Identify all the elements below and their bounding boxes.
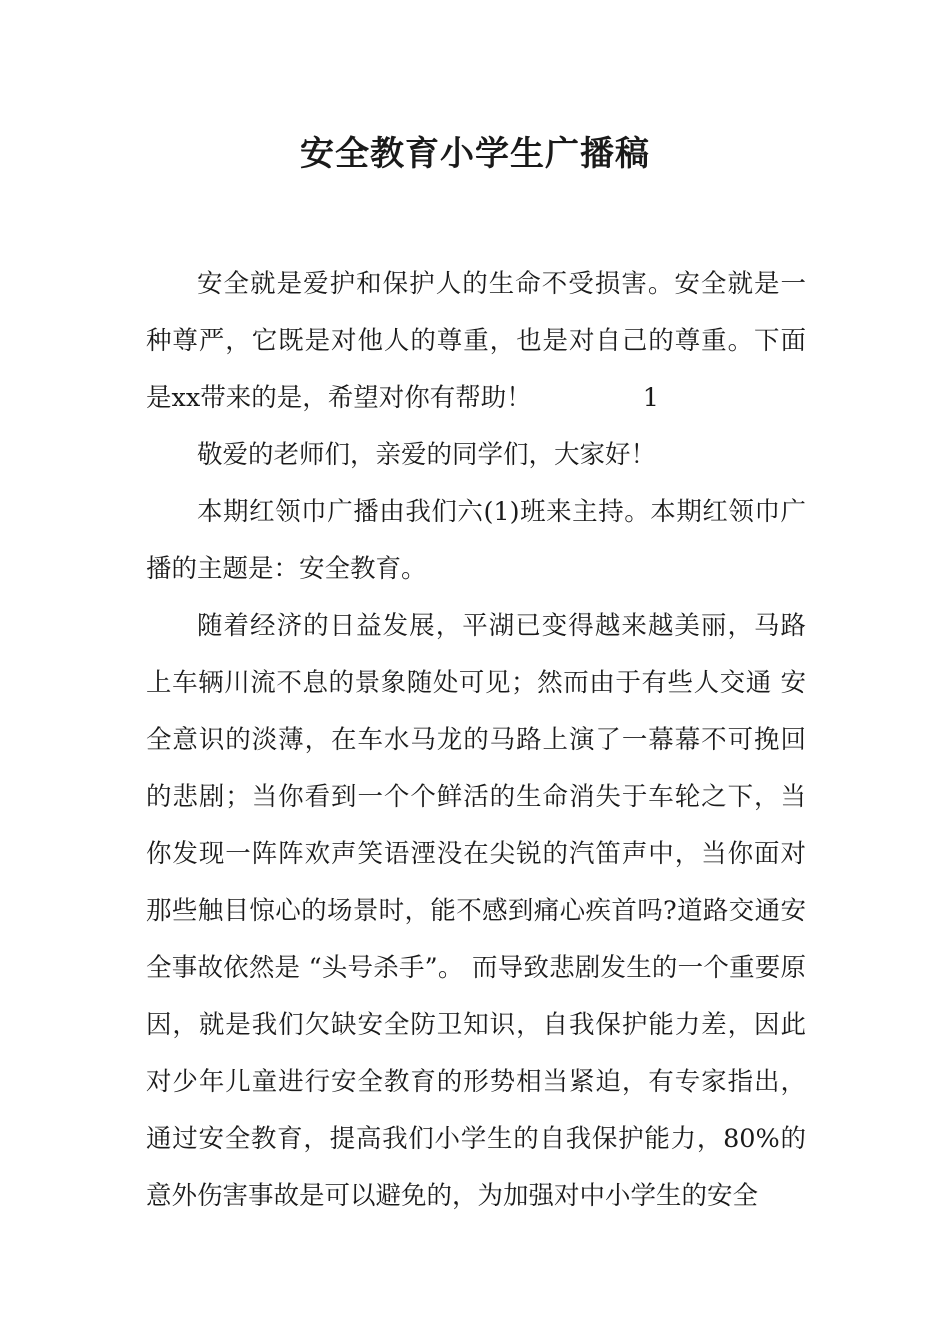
traffic-safety-paragraph: 随着经济的日益发展，平湖已变得越来越美丽，马路上车辆川流不息的景象随处可见；然而由于有些人交通 安全意识的淡薄，在车水马龙的马路上演了一幕幕不可挽回的悲剧；当你看到一个个鲜活的生命消失于车轮之下，当你发现一阵阵欢声笑语湮没在尖锐的汽笛声中，当你面对那些触目惊心的场景时，能不感到痛心疾首吗?道路交通安全事故依然是 “头号杀手”。 而导致悲剧发生的一个重要原因，就是我们欠缺安全防卫知识，自我保护能力差，因此对少年儿童进行安全教育的形势相当紧迫，有专家指出，通过安全教育，提高我们小学生的自我保护能力，80%的意外伤害事故是可以避免的，为加强对中小学生的安全	[146, 611, 806, 1211]
host-paragraph: 本期红领巾广播由我们六(1)班来主持。本期红领巾广播的主题是：安全教育。	[146, 497, 806, 584]
greeting-paragraph: 敬爱的老师们，亲爱的同学们，大家好！	[197, 440, 657, 470]
document-title: 安全教育小学生广播稿	[300, 134, 650, 174]
page-number-mark: 1	[642, 383, 659, 413]
document-body	[146, 256, 806, 1225]
intro-text: 安全就是爱护和保护人的生命不受损害。安全就是一种尊严，它既是对他人的尊重，也是对自己的尊重。下面是xx带来的是，希望对你有帮助！	[146, 269, 806, 413]
intro-paragraph	[146, 256, 806, 427]
